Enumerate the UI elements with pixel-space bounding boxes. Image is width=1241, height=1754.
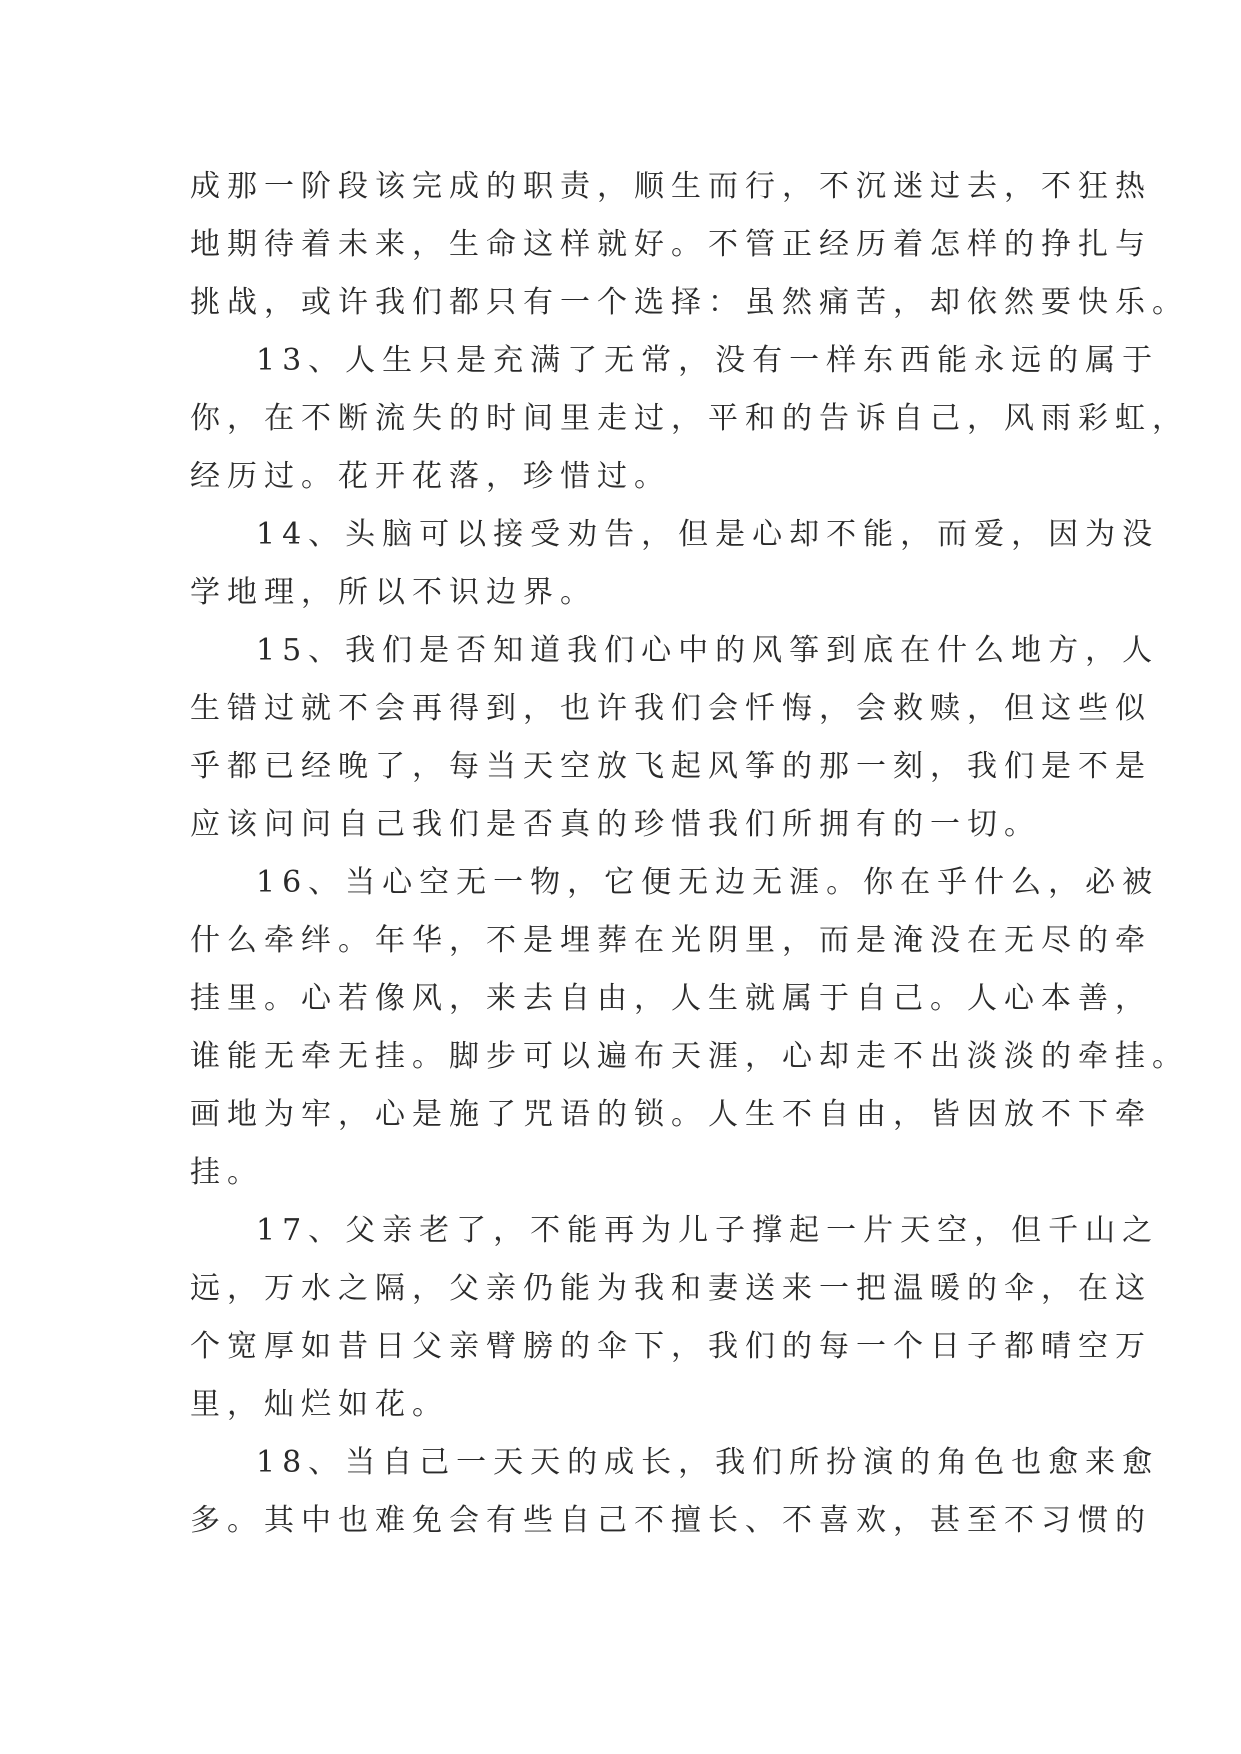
text-line: 远，万水之隔，父亲仍能为我和妻送来一把温暖的伞，在这 xyxy=(190,1271,1152,1306)
text-line: 挂。 xyxy=(190,1155,264,1190)
paragraph-13 xyxy=(190,332,1189,506)
text-line: 挑战，或许我们都只有一个选择：虽然痛苦，却依然要快乐。 xyxy=(190,285,1189,320)
text-line: 应该问问自己我们是否真的珍惜我们所拥有的一切。 xyxy=(190,807,1041,842)
paragraph-14 xyxy=(190,506,1160,622)
paragraph-18 xyxy=(190,1434,1160,1550)
text-line: 13、人生只是充满了无常，没有一样东西能永远的属于 xyxy=(256,343,1160,378)
text-line: 谁能无牵无挂。脚步可以遍布天涯，心却走不出淡淡的牵挂。 xyxy=(190,1039,1189,1074)
paragraph-17 xyxy=(190,1202,1160,1434)
text-line: 什么牵绊。年华，不是埋葬在光阴里，而是淹没在无尽的牵 xyxy=(190,923,1152,958)
text-line: 17、父亲老了，不能再为儿子撑起一片天空，但千山之 xyxy=(256,1213,1160,1248)
text-line: 乎都已经晚了，每当天空放飞起风筝的那一刻，我们是不是 xyxy=(190,749,1152,784)
text-line: 学地理，所以不识边界。 xyxy=(190,575,597,610)
text-line: 经历过。花开花落，珍惜过。 xyxy=(190,459,671,494)
text-line: 挂里。心若像风，来去自由，人生就属于自己。人心本善， xyxy=(190,981,1152,1016)
text-line: 个宽厚如昔日父亲臂膀的伞下，我们的每一个日子都晴空万 xyxy=(190,1329,1152,1364)
paragraph-15 xyxy=(190,622,1160,854)
paragraph-16 xyxy=(190,854,1189,1202)
text-line: 成那一阶段该完成的职责，顺生而行，不沉迷过去，不狂热 xyxy=(190,169,1152,204)
paragraph-continuation xyxy=(190,158,1189,332)
text-line: 18、当自己一天天的成长，我们所扮演的角色也愈来愈 xyxy=(256,1445,1160,1480)
text-line: 你，在不断流失的时间里走过，平和的告诉自己，风雨彩虹， xyxy=(190,401,1189,436)
text-line: 里，灿烂如花。 xyxy=(190,1387,449,1422)
text-line: 地期待着未来，生命这样就好。不管正经历着怎样的挣扎与 xyxy=(190,227,1152,262)
text-line: 14、头脑可以接受劝告，但是心却不能，而爱，因为没 xyxy=(256,517,1160,552)
document-page xyxy=(190,158,1189,1550)
text-line: 画地为牢，心是施了咒语的锁。人生不自由，皆因放不下牵 xyxy=(190,1097,1152,1132)
text-line: 生错过就不会再得到，也许我们会忏悔，会救赎，但这些似 xyxy=(190,691,1152,726)
text-line: 15、我们是否知道我们心中的风筝到底在什么地方，人 xyxy=(256,633,1160,668)
text-line: 多。其中也难免会有些自己不擅长、不喜欢，甚至不习惯的 xyxy=(190,1503,1152,1538)
text-line: 16、当心空无一物，它便无边无涯。你在乎什么，必被 xyxy=(256,865,1160,900)
